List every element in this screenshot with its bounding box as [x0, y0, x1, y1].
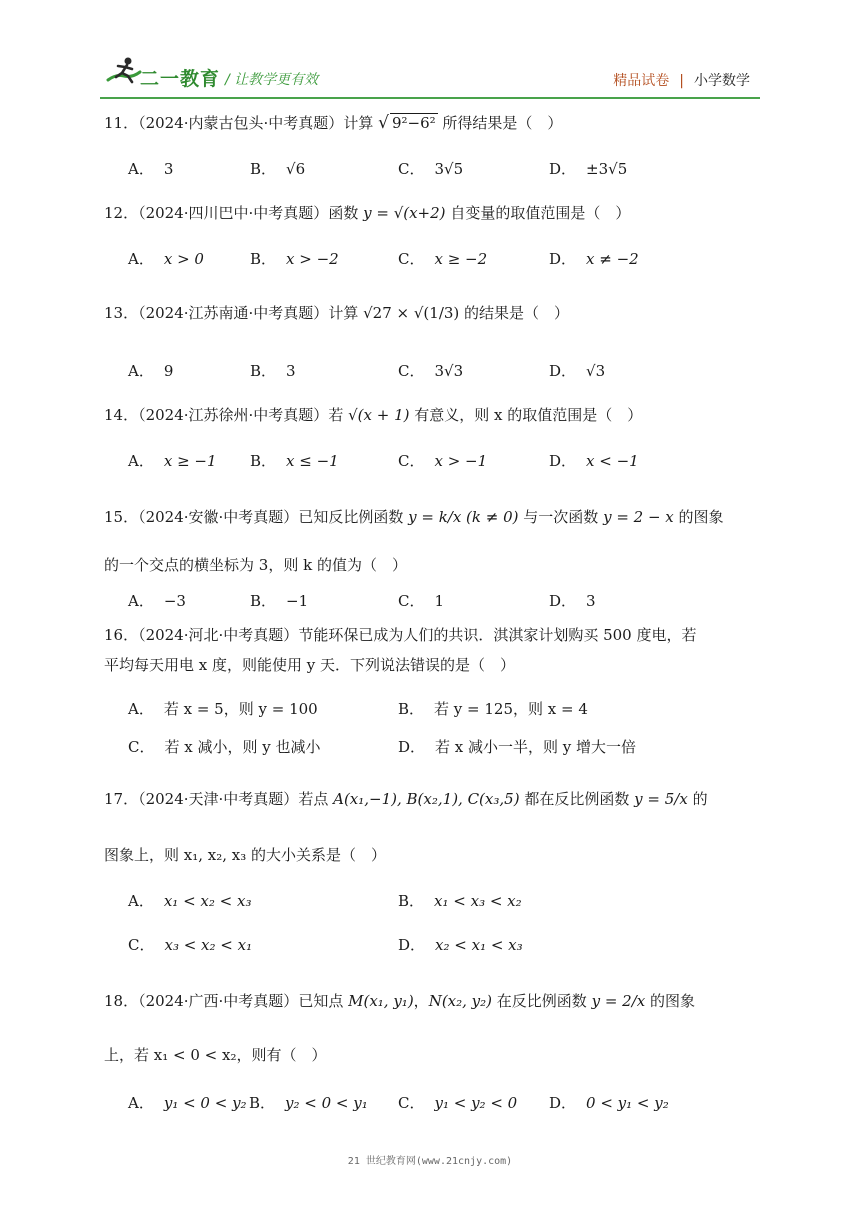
question-text-end: 自变量的取值范围是（ ）: [450, 204, 631, 222]
question-math: √(x + 1): [348, 406, 410, 424]
question-number: 16．: [104, 626, 139, 644]
question-number: 12．: [104, 204, 139, 222]
page-footer: 21 世纪教育网(www.21cnjy.com): [347, 1156, 513, 1167]
question-text: 若点: [298, 790, 329, 808]
option-d[interactable]: D． x < −1: [549, 452, 639, 470]
question-text: 节能环保已成为人们的共识．淇淇家计划购买 500 度电，若: [298, 626, 697, 644]
option-a[interactable]: A． 9: [128, 362, 174, 380]
question-17-line-2: 图象上，则 x₁, x₂, x₃ 的大小关系是（ ）: [104, 846, 387, 864]
question-sep: ，: [413, 992, 429, 1010]
question-math: √ 9²−6²: [378, 113, 436, 133]
header-subject: 小学数学: [694, 73, 750, 89]
option-b[interactable]: B． y₂ < 0 < y₁: [249, 1094, 368, 1112]
question-text: 计算: [328, 304, 359, 322]
question-15-line-2: 的一个交点的横坐标为 3，则 k 的值为（ ）: [104, 556, 407, 574]
question-source: （2024·江苏徐州·中考真题）: [138, 406, 329, 424]
option-c[interactable]: C． 若 x 减小，则 y 也减小: [128, 738, 321, 756]
option-a[interactable]: A． y₁ < 0 < y₂: [128, 1094, 247, 1112]
header-separator: |: [679, 73, 684, 89]
option-b[interactable]: B． −1: [250, 592, 309, 610]
question-16-line-2: 平均每天用电 x 度，则能使用 y 天．下列说法错误的是（ ）: [104, 656, 516, 674]
question-source: （2024·江苏南通·中考真题）: [138, 304, 329, 322]
question-text: 已知点: [298, 992, 344, 1010]
option-c[interactable]: C． 3√3: [398, 362, 464, 380]
option-a[interactable]: A． −3: [128, 592, 186, 610]
option-b[interactable]: B． x > −2: [250, 250, 339, 268]
option-c[interactable]: C． y₁ < y₂ < 0: [398, 1094, 518, 1112]
question-text: 若: [328, 406, 344, 424]
question-text-end: 的图象: [678, 508, 724, 526]
option-b[interactable]: B． x₁ < x₃ < x₂: [398, 892, 522, 910]
question-math-3: y = 2/x: [591, 992, 646, 1010]
question-text-end: 的结果是（ ）: [464, 304, 570, 322]
option-a[interactable]: A． x > 0: [128, 250, 204, 268]
question-text-end: 的: [692, 790, 708, 808]
question-13: [104, 302, 569, 324]
question-16: [104, 624, 696, 646]
question-source: （2024·安徽·中考真题）: [138, 508, 299, 526]
option-a[interactable]: A． x ≥ −1: [128, 452, 217, 470]
question-math-2: y = 2 − x: [603, 508, 674, 526]
question-14: [104, 404, 642, 426]
question-math: y = √(x+2): [363, 204, 446, 222]
question-number: 18．: [104, 992, 139, 1010]
option-d[interactable]: D． x ≠ −2: [549, 250, 639, 268]
option-b[interactable]: B． 若 y = 125，则 x = 4: [398, 700, 588, 718]
page-header: [100, 56, 760, 96]
logo-text: 二一教育: [140, 68, 221, 90]
option-b[interactable]: B． x ≤ −1: [250, 452, 339, 470]
question-17: [104, 788, 708, 810]
option-d[interactable]: D． 3: [549, 592, 596, 610]
option-a[interactable]: A． x₁ < x₂ < x₃: [128, 892, 252, 910]
question-source: （2024·内蒙古包头·中考真题）: [138, 114, 344, 132]
question-18-line-2: 上，若 x₁ < 0 < x₂，则有（ ）: [104, 1046, 327, 1064]
option-c[interactable]: C． 3√5: [398, 160, 464, 178]
question-text-mid: 在反比例函数: [496, 992, 587, 1010]
question-math-2: N(x₂, y₂): [428, 992, 493, 1010]
question-text-end: 有意义，则 x 的取值范围是（ ）: [414, 406, 643, 424]
option-a[interactable]: A． 3: [128, 160, 174, 178]
option-b[interactable]: B． 3: [250, 362, 296, 380]
slogan: / 让教学更有效: [225, 72, 319, 88]
question-source: （2024·四川巴中·中考真题）: [138, 204, 329, 222]
question-math: √27 × √(1/3): [363, 304, 460, 322]
option-d[interactable]: D． x₂ < x₁ < x₃: [398, 936, 523, 954]
question-number: 11．: [104, 114, 139, 132]
question-number: 13．: [104, 304, 139, 322]
question-text-end: 所得结果是（ ）: [442, 114, 563, 132]
question-source: （2024·广西·中考真题）: [138, 992, 299, 1010]
header-label: 精品试卷: [613, 73, 670, 89]
question-15: [104, 506, 724, 528]
question-number: 17．: [104, 790, 139, 808]
question-math: y = k/x (k ≠ 0): [408, 508, 519, 526]
option-b[interactable]: B． √6: [250, 160, 306, 178]
question-11: [104, 112, 562, 134]
option-d[interactable]: D． 若 x 减小一半，则 y 增大一倍: [398, 738, 637, 756]
question-18: [104, 990, 695, 1012]
question-math: A(x₁,−1), B(x₂,1), C(x₃,5): [333, 790, 520, 808]
option-c[interactable]: C． x > −1: [398, 452, 488, 470]
question-text: 计算: [343, 114, 374, 132]
option-d[interactable]: D． ±3√5: [549, 160, 628, 178]
option-d[interactable]: D． 0 < y₁ < y₂: [549, 1094, 669, 1112]
option-d[interactable]: D． √3: [549, 362, 606, 380]
option-a[interactable]: A． 若 x = 5，则 y = 100: [128, 700, 318, 718]
question-source: （2024·河北·中考真题）: [138, 626, 299, 644]
option-c[interactable]: C． x₃ < x₂ < x₁: [128, 936, 253, 954]
question-math-2: y = 5/x: [634, 790, 688, 808]
question-source: （2024·天津·中考真题）: [138, 790, 299, 808]
question-text-mid: 都在反比例函数: [524, 790, 630, 808]
question-number: 15．: [104, 508, 139, 526]
question-12: [104, 202, 630, 224]
question-text-mid: 与一次函数: [523, 508, 599, 526]
question-math: M(x₁, y₁): [348, 992, 414, 1010]
question-number: 14．: [104, 406, 139, 424]
question-text: 已知反比例函数: [298, 508, 404, 526]
option-c[interactable]: C． x ≥ −2: [398, 250, 488, 268]
runner-logo-icon: [106, 56, 142, 90]
question-text: 函数: [328, 204, 359, 222]
question-text-end: 的图象: [650, 992, 696, 1010]
option-c[interactable]: C． 1: [398, 592, 445, 610]
header-right: [613, 70, 750, 90]
header-rule: [100, 97, 760, 99]
